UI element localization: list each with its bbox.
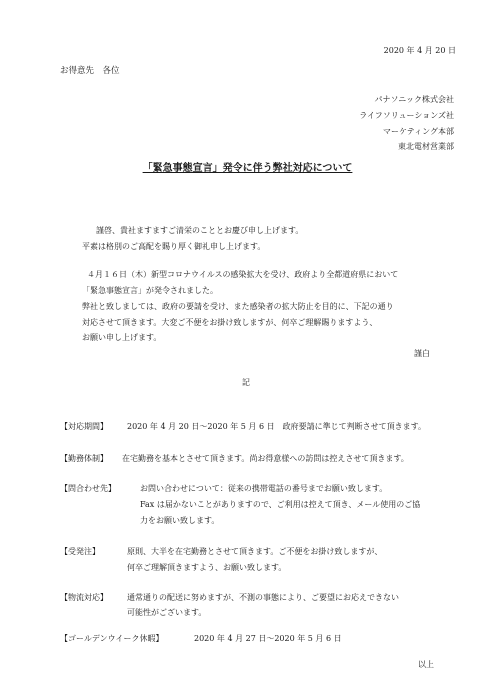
item-label: 【対応期間】 <box>60 422 108 431</box>
item-label: 【受発注】 <box>60 547 100 556</box>
recipient-line: お得意先 各位 <box>60 66 120 76</box>
item-label: 【問合わせ先】 <box>60 484 116 493</box>
body-line: 「緊急事態宣言」が発令されました。 <box>82 286 218 295</box>
item-value: 2020 年 4 月 20 日～2020 年 5 月 6 日 政府要請に準じて判断させて頂きます。 <box>127 422 426 431</box>
item-value: 在宅勤務を基本とさせて頂きます。尚お得意様への訪問は控えさせて頂きます。 <box>122 454 409 463</box>
document-title: 「緊急事態宣言」発令に伴う弊社対応について <box>142 163 353 174</box>
body-line: お願い申し上げます。 <box>82 333 162 342</box>
sender-company: パナソニック株式会社 <box>374 95 454 104</box>
sender-department: マーケティング本部 <box>382 127 454 136</box>
item-value: 力をお願い致します。 <box>140 516 220 525</box>
item-value: Fax は届かないことがありますので、ご利用は控えて頂き、メール使用のご協 <box>140 500 421 509</box>
item-value: 何卒ご理解頂きますよう、お願い致します。 <box>127 563 287 572</box>
item-label: 【物流対応】 <box>60 593 108 602</box>
body-line: 対応させて頂きます。大変ご不便をお掛け致しますが、何卒ご理解賜りますよう、 <box>82 318 378 327</box>
item-value: お問い合わせについて：従来の携帯電話の番号までお願い致します。 <box>140 484 388 493</box>
golden-week-value: 2020 年 4 月 27 日～2020 年 5 月 6 日 <box>194 634 342 643</box>
item-value: 通常通りの配送に努めますが、不測の事態により、ご要望にお応えできない <box>127 593 399 602</box>
item-value: 原則、大半を在宅勤務とさせて頂きます。ご不便をお掛け致しますが、 <box>127 547 383 556</box>
item-value: 可能性がございます。 <box>127 608 207 617</box>
end-mark: 以上 <box>418 660 434 669</box>
document-date: 2020 年 4 月 20 日 <box>383 46 456 55</box>
greeting-line: 謹啓、貴社ますますご清栄のこととお慶び申し上げます。 <box>96 226 304 235</box>
golden-week-label: 【ゴールデンウイーク休暇】 <box>60 634 164 643</box>
closing-word: 謹白 <box>414 349 430 358</box>
item-label: 【勤務体制】 <box>60 454 108 463</box>
sender-office: 東北電材営業部 <box>398 142 454 151</box>
ki-heading: 記 <box>242 378 250 387</box>
sender-division: ライフソリューションズ社 <box>359 111 454 120</box>
body-line: 弊社と致しましては、政府の要請を受け、また感染者の拡大防止を目的に、下記の通り <box>82 302 394 311</box>
greeting-line: 平素は格別のご高配を賜り厚く御礼申し上げます。 <box>82 242 266 251</box>
body-line: ４月１６日（木）新型コロナウイルスの感染拡大を受け、政府より全都道府県において <box>87 270 399 279</box>
